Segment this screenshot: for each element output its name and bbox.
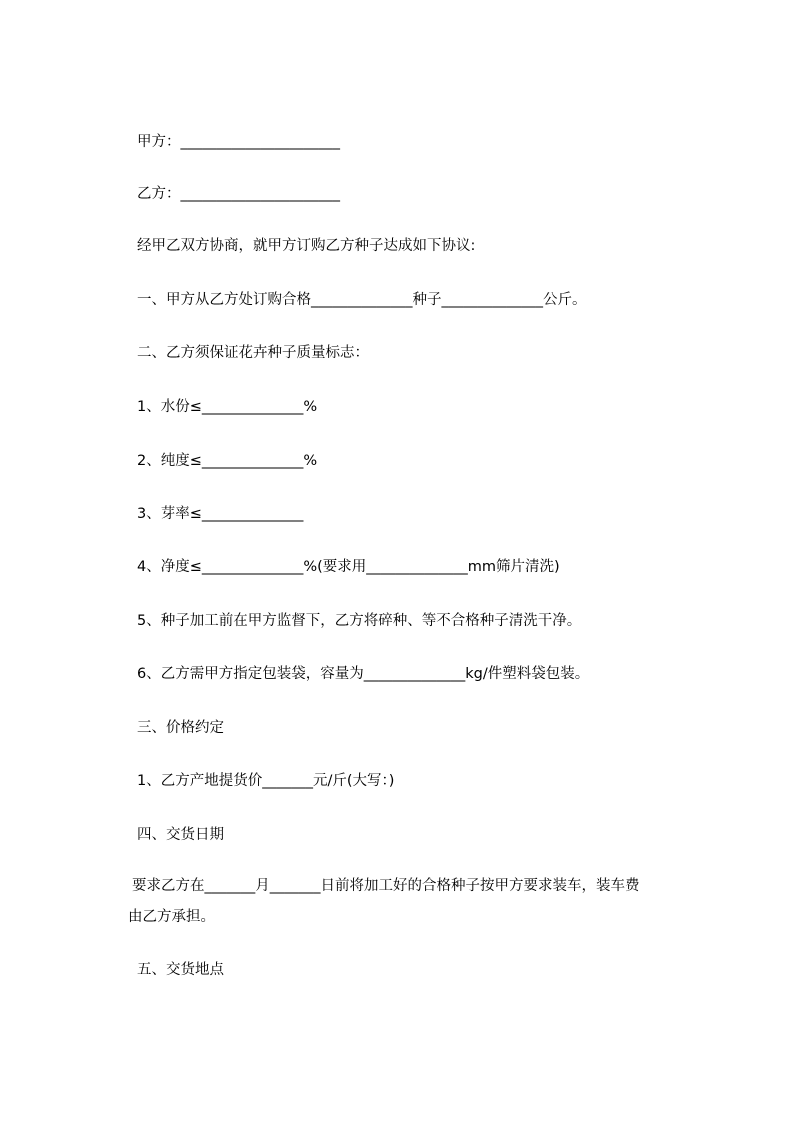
packaging-line: 6、乙方需甲方指定包装袋，容量为______________kg/件塑料袋包装。 (137, 666, 590, 682)
clause-1-line: 一、甲方从乙方处订购合格______________种子______________公斤。 (137, 292, 587, 308)
delivery-date-paragraph-line-2: 由乙方承担。 (128, 909, 215, 925)
clause-2-heading: 二、乙方须保证花卉种子质量标志： (137, 345, 369, 361)
intro-line: 经甲乙双方协商，就甲方订购乙方种子达成如下协议: (137, 238, 476, 254)
delivery-date-paragraph (128, 871, 702, 933)
delivery-place-heading: 五、交货地点 (137, 962, 224, 978)
moisture-line: 1、水份≤______________% (137, 399, 318, 415)
processing-line: 5、种子加工前在甲方监督下，乙方将碎种、等不合格种子清洗干净。 (137, 613, 582, 629)
cleanliness-line: 4、净度≤______________%(要求用______________mm筛片清洗) (137, 559, 560, 575)
germination-line: 3、芽率≤______________ (137, 506, 304, 522)
price-heading: 三、价格约定 (137, 720, 224, 736)
purity-line: 2、纯度≤______________% (137, 453, 318, 469)
delivery-date-paragraph-line-1: 要求乙方在_______月_______日前将加工好的合格种子按甲方要求装车，装车费 (132, 878, 640, 894)
delivery-date-heading: 四、交货日期 (137, 827, 224, 843)
party-a-line: 甲方：______________________ (137, 134, 340, 150)
price-line: 1、乙方产地提货价_______元/斤(大写：) (137, 773, 395, 789)
party-b-line: 乙方：______________________ (137, 186, 340, 202)
